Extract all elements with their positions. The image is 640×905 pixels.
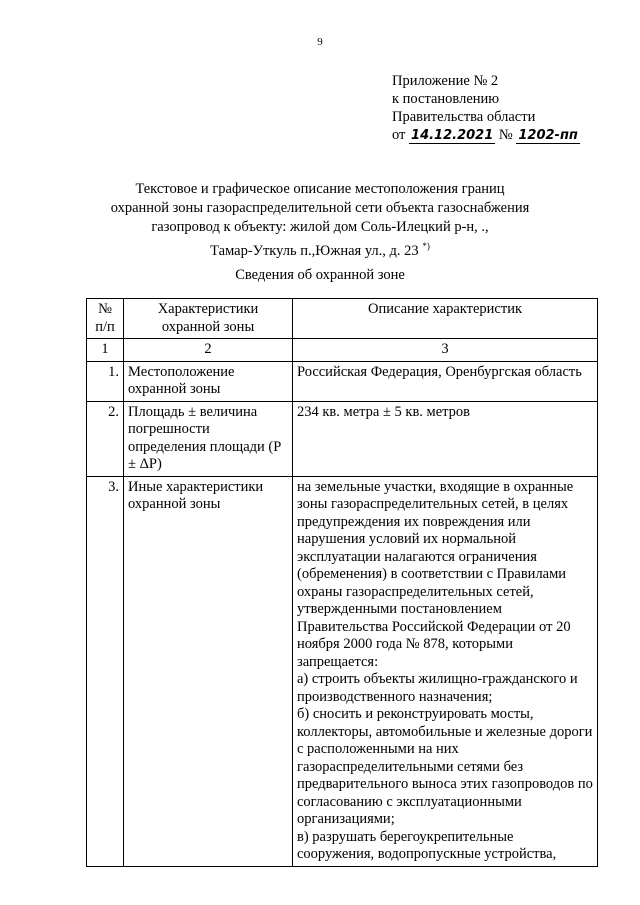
row-characteristic: Местоположение охранной зоны — [124, 361, 293, 401]
date-prefix: от — [392, 127, 406, 143]
document-title — [90, 180, 550, 261]
header-cell-characteristic: Характеристики охранной зоны — [124, 299, 293, 339]
appendix-date-line — [392, 126, 580, 144]
title-line-text: Тамар-Уткуль п.,Южная ул., д. 23 — [210, 243, 419, 259]
table-header-row — [87, 299, 598, 339]
table-index-row — [87, 339, 598, 362]
title-line — [90, 237, 550, 261]
handwritten-date: 14.12.2021 — [411, 128, 494, 143]
row-characteristic: Площадь ± величина погрешности определения площади (P ± ΔP) — [124, 401, 293, 476]
appendix-line: Правительства области — [392, 109, 536, 125]
row-number: 3. — [87, 476, 124, 866]
handwritten-number: 1202-пп — [518, 128, 578, 143]
description-paragraph: на земельные участки, входящие в охранные зоны газораспределительных сетей, в целях предупреждения их повреждения или нарушения условий их нормальной эксплуатации налагаются ограничения (обременения) в соответствии с Правилами охраны газораспределительных сетей, утвержденными постановлением Правительства Российской Федерации от 20 ноября 2000 года № 878, которыми запрещается: — [297, 478, 574, 670]
title-line: охранной зоны газораспределительной сети объекта газоснабжения — [110, 200, 530, 216]
description-paragraph: 234 кв. метра ± 5 кв. метров — [297, 403, 471, 420]
title-line: Текстовое и графическое описание местоположения границ — [135, 181, 505, 197]
index-cell: 2 — [124, 339, 293, 362]
zone-table — [86, 298, 598, 867]
title-line: газопровод к объекту: жилой дом Соль-Илецкий р-н, ., — [151, 219, 489, 235]
row-characteristic: Иные характеристики охранной зоны — [124, 476, 293, 866]
row-number: 1. — [87, 361, 124, 401]
table-row — [87, 361, 598, 401]
footnote-mark: *) — [422, 241, 430, 251]
row-description — [293, 361, 598, 401]
table-row — [87, 401, 598, 476]
page-number: 9 — [317, 36, 323, 48]
row-description — [293, 401, 598, 476]
header-cell-description: Описание характеристик — [293, 299, 598, 339]
section-subtitle: Сведения об охранной зоне — [235, 267, 405, 283]
index-cell: 1 — [87, 339, 124, 362]
description-paragraph: в) разрушать берегоукрепительные сооружения, водопропускные устройства, — [297, 828, 557, 862]
row-number: 2. — [87, 401, 124, 476]
row-description — [293, 476, 598, 866]
appendix-line: к постановлению — [392, 91, 500, 107]
description-paragraph: а) строить объекты жилищно-гражданского и производственного назначения; — [297, 671, 578, 705]
number-prefix: № — [498, 127, 513, 143]
appendix-line: Приложение № 2 — [392, 73, 499, 89]
description-paragraph: Российская Федерация, Оренбургская область — [297, 363, 582, 380]
header-cell-number: № п/п — [87, 299, 124, 339]
appendix-block — [392, 72, 580, 144]
description-paragraph: б) сносить и реконструировать мосты, коллекторы, автомобильные и железные дороги с расположенными на них газораспределительными сетями без предварительного выноса этих газопроводов по согласованию с эксплуатационными организациями; — [297, 706, 593, 827]
index-cell: 3 — [293, 339, 598, 362]
table-row — [87, 476, 598, 866]
